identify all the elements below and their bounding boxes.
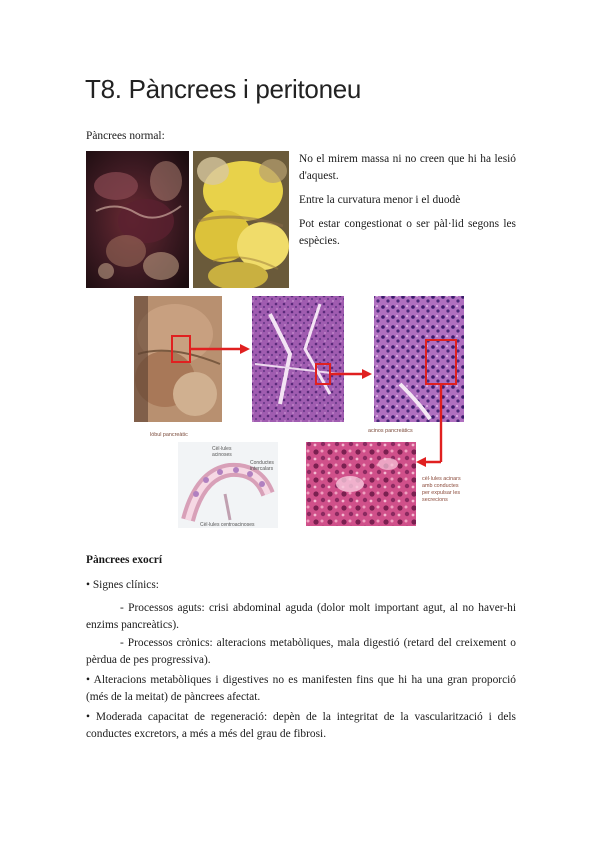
label-acinar-3: per expulsar les xyxy=(422,490,461,496)
section-label-normal: Pàncrees normal: xyxy=(86,130,165,142)
label-acinos: acinos pancreàtics xyxy=(368,428,413,434)
paragraph-agut: - Processos aguts: crisi abdominal aguda (dolor molt important agut, al no haver-hi enzims pancreàtics). xyxy=(86,602,516,631)
gross-photo-dark-pancreas xyxy=(86,151,189,288)
label-celulas-bottom: Cèl·lules centroacinoses xyxy=(200,522,255,528)
label-acinar-1: cèl·lules acinars xyxy=(422,476,461,482)
paragraph-cronic: - Processos crònics: alteracions metabòliques, mala digestió (retard del creixement o pèrdua de pes progressiva). xyxy=(86,637,516,666)
bullet-signes: • Signes clínics: xyxy=(86,579,159,591)
histology-acinar-cells xyxy=(306,442,416,526)
bullet-regeneracio: • Moderada capacitat de regeneració: depèn de la integritat de la vascularització i dels conductes excretors, a més a més del grau de fibrosi. xyxy=(86,711,516,740)
intro-paragraphs xyxy=(299,151,516,257)
histology-figure xyxy=(130,294,470,532)
section-heading-exocri: Pàncrees exocrí xyxy=(86,554,163,566)
label-celulas-top-1: Cèl·lules xyxy=(212,446,232,452)
histology-high-magnification xyxy=(374,296,464,422)
histology-low-magnification xyxy=(252,296,344,422)
histology-figure-svg xyxy=(130,294,470,532)
label-celulas-top-2: acinoses xyxy=(212,452,232,458)
label-acinar-4: secrecions xyxy=(422,497,448,503)
intro-paragraph: Entre la curvatura menor i el duodè xyxy=(299,194,461,206)
label-conducto-2: intercalars xyxy=(250,466,274,472)
label-lobulo: lóbul pancreàtic xyxy=(150,432,188,438)
label-conducto-1: Conductes xyxy=(250,460,274,466)
bullet-alteracions: • Alteracions metabòliques i digestives no es manifesten fins que hi ha una gran proporció (més de la meitat) de pàncrees afectat. xyxy=(86,674,516,703)
intro-paragraph: No el mirem massa ni no creen que hi ha lesió d'aquest. xyxy=(299,153,516,182)
page-title: T8. Pàncrees i peritoneu xyxy=(85,74,362,104)
intro-paragraph: Pot estar congestionat o ser pàl·lid segons les espècies. xyxy=(299,218,516,247)
gross-photo-yellow-pancreas xyxy=(193,151,289,288)
gross-section-image xyxy=(134,296,222,422)
label-acinar-2: amb conductes xyxy=(422,483,459,489)
